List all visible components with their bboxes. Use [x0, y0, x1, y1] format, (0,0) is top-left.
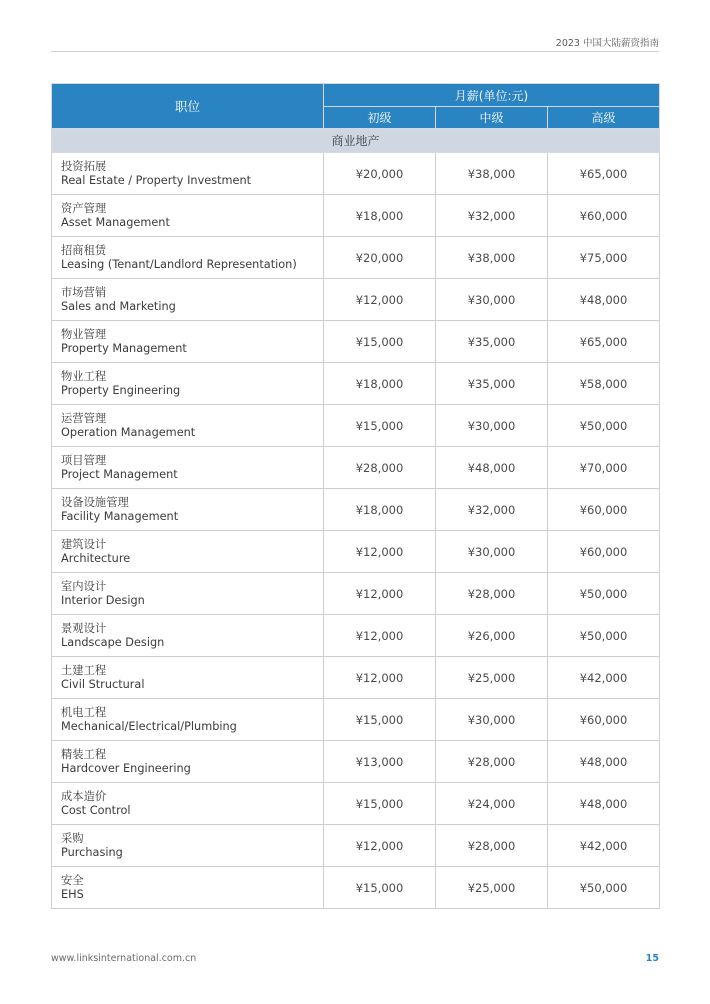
- role-name-cn: 土建工程: [61, 663, 107, 677]
- role-name-en: Asset Management: [61, 215, 170, 229]
- junior-salary-cell: ¥15,000: [324, 699, 436, 741]
- page-number: 15: [645, 953, 659, 964]
- role-name-en: Architecture: [61, 551, 131, 565]
- role-cell: [52, 153, 324, 195]
- role-name-cn: 物业管理: [61, 327, 107, 341]
- junior-salary-cell: ¥12,000: [324, 531, 436, 573]
- role-name-cn: 精装工程: [61, 747, 107, 761]
- junior-salary-cell: ¥12,000: [324, 573, 436, 615]
- mid-salary-cell: ¥28,000: [436, 573, 548, 615]
- role-name-cn: 项目管理: [61, 453, 107, 467]
- senior-salary-cell: ¥65,000: [548, 321, 660, 363]
- mid-level-header: 中级: [436, 107, 548, 129]
- junior-salary-cell: ¥12,000: [324, 279, 436, 321]
- role-name-en: Landscape Design: [61, 635, 165, 649]
- senior-salary-cell: ¥42,000: [548, 657, 660, 699]
- table-row: [52, 615, 660, 657]
- salary-table: [51, 83, 660, 909]
- mid-salary-cell: ¥25,000: [436, 657, 548, 699]
- table-row: [52, 279, 660, 321]
- mid-salary-cell: ¥48,000: [436, 447, 548, 489]
- mid-salary-cell: ¥25,000: [436, 867, 548, 909]
- role-name-en: Operation Management: [61, 425, 196, 439]
- role-cell: [52, 615, 324, 657]
- mid-salary-cell: ¥32,000: [436, 195, 548, 237]
- senior-salary-cell: ¥70,000: [548, 447, 660, 489]
- role-name-cn: 设备设施管理: [61, 495, 129, 509]
- senior-salary-cell: ¥50,000: [548, 573, 660, 615]
- table-row: [52, 405, 660, 447]
- junior-salary-cell: ¥13,000: [324, 741, 436, 783]
- role-name-cn: 市场营销: [61, 285, 107, 299]
- mid-salary-cell: ¥28,000: [436, 825, 548, 867]
- role-cell: [52, 573, 324, 615]
- table-row: [52, 237, 660, 279]
- senior-salary-cell: ¥65,000: [548, 153, 660, 195]
- junior-salary-cell: ¥15,000: [324, 783, 436, 825]
- senior-salary-cell: ¥50,000: [548, 867, 660, 909]
- mid-salary-cell: ¥26,000: [436, 615, 548, 657]
- role-name-cn: 建筑设计: [61, 537, 107, 551]
- role-cell: [52, 741, 324, 783]
- role-name-cn: 投资拓展: [61, 159, 107, 173]
- mid-salary-cell: ¥30,000: [436, 531, 548, 573]
- table-row: [52, 321, 660, 363]
- senior-salary-cell: ¥60,000: [548, 531, 660, 573]
- senior-salary-cell: ¥48,000: [548, 783, 660, 825]
- table-row: [52, 867, 660, 909]
- role-name-en: Property Management: [61, 341, 187, 355]
- mid-salary-cell: ¥32,000: [436, 489, 548, 531]
- monthly-salary-header: 月薪(单位:元): [324, 84, 660, 107]
- role-name-cn: 运营管理: [61, 411, 107, 425]
- role-name-en: Interior Design: [61, 593, 145, 607]
- senior-salary-cell: ¥60,000: [548, 489, 660, 531]
- table-row: [52, 741, 660, 783]
- page-header-title: 2023 中国大陆薪资指南: [555, 38, 659, 49]
- junior-salary-cell: ¥18,000: [324, 489, 436, 531]
- mid-salary-cell: ¥30,000: [436, 405, 548, 447]
- senior-salary-cell: ¥50,000: [548, 615, 660, 657]
- role-name-en: Leasing (Tenant/Landlord Representation): [61, 257, 297, 271]
- role-name-en: Hardcover Engineering: [61, 761, 191, 775]
- role-cell: [52, 825, 324, 867]
- role-name-cn: 成本造价: [61, 789, 107, 803]
- role-name-cn: 物业工程: [61, 369, 107, 383]
- junior-salary-cell: ¥18,000: [324, 195, 436, 237]
- table-row: [52, 699, 660, 741]
- table-row: [52, 489, 660, 531]
- junior-salary-cell: ¥12,000: [324, 615, 436, 657]
- mid-salary-cell: ¥35,000: [436, 321, 548, 363]
- junior-level-header: 初级: [324, 107, 436, 129]
- role-name-cn: 招商租赁: [61, 243, 107, 257]
- junior-salary-cell: ¥18,000: [324, 363, 436, 405]
- junior-salary-cell: ¥28,000: [324, 447, 436, 489]
- mid-salary-cell: ¥30,000: [436, 699, 548, 741]
- section-header-commercial-real-estate: 商业地产: [52, 129, 660, 153]
- role-name-en: Project Management: [61, 467, 178, 481]
- junior-salary-cell: ¥15,000: [324, 405, 436, 447]
- footer-website: www.linksinternational.com.cn: [51, 953, 197, 964]
- junior-salary-cell: ¥15,000: [324, 867, 436, 909]
- senior-salary-cell: ¥42,000: [548, 825, 660, 867]
- role-name-en: Sales and Marketing: [61, 299, 176, 313]
- role-cell: [52, 321, 324, 363]
- table-row: [52, 825, 660, 867]
- senior-salary-cell: ¥75,000: [548, 237, 660, 279]
- senior-salary-cell: ¥60,000: [548, 699, 660, 741]
- table-row: [52, 363, 660, 405]
- role-name-en: Real Estate / Property Investment: [61, 173, 252, 187]
- role-cell: [52, 867, 324, 909]
- senior-salary-cell: ¥58,000: [548, 363, 660, 405]
- role-name-cn: 安全: [61, 873, 84, 887]
- role-name-cn: 资产管理: [61, 201, 107, 215]
- mid-salary-cell: ¥24,000: [436, 783, 548, 825]
- junior-salary-cell: ¥15,000: [324, 321, 436, 363]
- role-name-en: Purchasing: [61, 845, 123, 859]
- role-cell: [52, 237, 324, 279]
- senior-salary-cell: ¥50,000: [548, 405, 660, 447]
- mid-salary-cell: ¥28,000: [436, 741, 548, 783]
- table-row: [52, 531, 660, 573]
- senior-salary-cell: ¥48,000: [548, 279, 660, 321]
- role-name-en: Facility Management: [61, 509, 179, 523]
- table-row: [52, 657, 660, 699]
- senior-level-header: 高级: [548, 107, 660, 129]
- header-divider: [51, 51, 659, 52]
- role-name-cn: 采购: [61, 831, 84, 845]
- role-name-cn: 机电工程: [61, 705, 107, 719]
- role-name-cn: 景观设计: [61, 621, 107, 635]
- role-cell: [52, 195, 324, 237]
- junior-salary-cell: ¥20,000: [324, 237, 436, 279]
- senior-salary-cell: ¥48,000: [548, 741, 660, 783]
- role-cell: [52, 405, 324, 447]
- table-row: [52, 195, 660, 237]
- senior-salary-cell: ¥60,000: [548, 195, 660, 237]
- table-row: [52, 573, 660, 615]
- table-row: [52, 447, 660, 489]
- role-cell: [52, 489, 324, 531]
- junior-salary-cell: ¥12,000: [324, 825, 436, 867]
- mid-salary-cell: ¥38,000: [436, 237, 548, 279]
- role-name-en: Cost Control: [61, 803, 131, 817]
- role-name-en: Civil Structural: [61, 677, 145, 691]
- role-cell: [52, 447, 324, 489]
- role-name-en: EHS: [61, 887, 84, 901]
- role-cell: [52, 531, 324, 573]
- role-name-cn: 室内设计: [61, 579, 107, 593]
- role-name-en: Property Engineering: [61, 383, 181, 397]
- role-cell: [52, 657, 324, 699]
- table-row: [52, 153, 660, 195]
- role-column-header: 职位: [52, 84, 324, 129]
- mid-salary-cell: ¥30,000: [436, 279, 548, 321]
- role-cell: [52, 699, 324, 741]
- table-row: [52, 783, 660, 825]
- mid-salary-cell: ¥38,000: [436, 153, 548, 195]
- junior-salary-cell: ¥20,000: [324, 153, 436, 195]
- mid-salary-cell: ¥35,000: [436, 363, 548, 405]
- role-cell: [52, 783, 324, 825]
- role-name-en: Mechanical/Electrical/Plumbing: [61, 719, 237, 733]
- role-cell: [52, 279, 324, 321]
- junior-salary-cell: ¥12,000: [324, 657, 436, 699]
- role-cell: [52, 363, 324, 405]
